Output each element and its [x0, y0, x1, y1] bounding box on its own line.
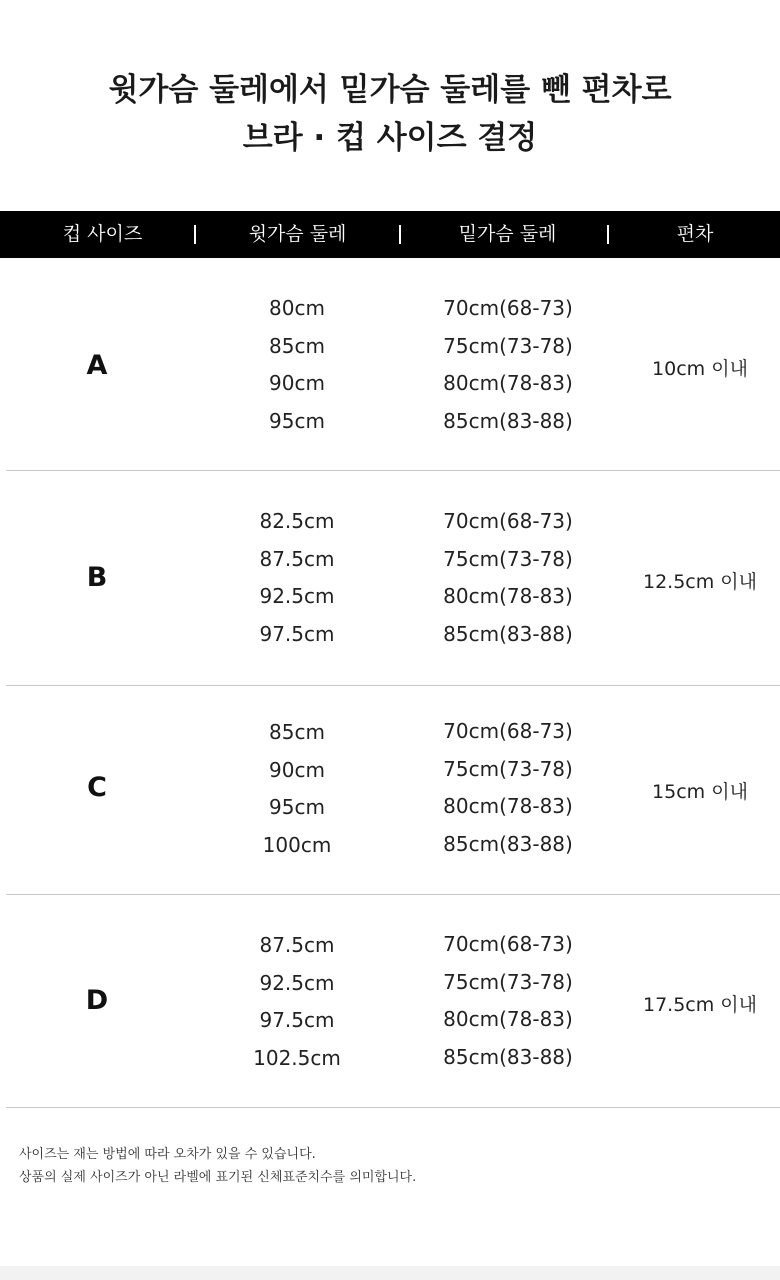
header-difference: 편차: [676, 223, 714, 245]
upper-bust-value: 82.5cm: [259, 509, 335, 533]
under-bust-values: [418, 290, 598, 440]
under-bust-values: [418, 713, 598, 863]
page-title: [0, 66, 780, 162]
upper-bust-values: [222, 503, 372, 653]
under-bust-value: 70cm(68-73): [443, 509, 573, 533]
under-bust-value: 70cm(68-73): [443, 719, 573, 743]
under-bust-value: 70cm(68-73): [443, 296, 573, 320]
under-bust-value: 75cm(73-78): [443, 969, 573, 994]
upper-bust-value: 97.5cm: [259, 621, 335, 646]
under-bust-values: [418, 926, 598, 1076]
under-bust-value: 75cm(73-78): [443, 546, 573, 571]
upper-bust-value: 95cm: [269, 408, 325, 433]
upper-bust-value: 85cm: [269, 720, 325, 744]
title-line-2: 브라 · 컵 사이즈 결정: [242, 120, 538, 156]
header-upper-bust: 윗가슴 둘레: [248, 223, 347, 245]
difference-value: 10cm 이내: [652, 358, 748, 380]
upper-bust-values: [222, 927, 372, 1077]
upper-bust-values: [222, 714, 372, 864]
under-bust-values: [418, 503, 598, 653]
under-bust-value: 70cm(68-73): [443, 932, 573, 956]
row-divider: [6, 685, 780, 686]
upper-bust-value: 80cm: [269, 296, 325, 320]
bottom-band: [0, 1266, 780, 1280]
upper-bust-value: 95cm: [269, 795, 325, 819]
under-bust-value: 80cm(78-83): [443, 794, 573, 818]
header-separator: [399, 225, 401, 244]
difference-value: 15cm 이내: [652, 781, 748, 803]
upper-bust-value: 97.5cm: [259, 1008, 335, 1032]
upper-bust-value: 87.5cm: [259, 933, 335, 957]
under-bust-value: 80cm(78-83): [443, 584, 573, 608]
title-line-1: 윗가슴 둘레에서 밑가슴 둘레를 뺀 편차로: [108, 72, 672, 108]
under-bust-value: 80cm(78-83): [443, 371, 573, 395]
upper-bust-value: 87.5cm: [259, 546, 335, 571]
note-standard-size: 상품의 실제 사이즈가 아닌 라벨에 표기된 신체표준치수를 의미합니다.: [19, 1170, 417, 1185]
cup-size-label: D: [85, 985, 109, 1016]
under-bust-value: 75cm(73-78): [443, 756, 573, 781]
under-bust-value: 85cm(83-88): [443, 1044, 573, 1069]
size-notes: [19, 1143, 416, 1189]
upper-bust-value: 92.5cm: [259, 970, 335, 995]
difference-value: 17.5cm 이내: [642, 994, 757, 1016]
under-bust-value: 85cm(83-88): [443, 831, 573, 856]
under-bust-value: 80cm(78-83): [443, 1007, 573, 1031]
header-separator: [607, 225, 609, 244]
table-header: [0, 211, 780, 258]
under-bust-value: 75cm(73-78): [443, 333, 573, 358]
cup-size-label: B: [86, 562, 108, 593]
under-bust-value: 85cm(83-88): [443, 408, 573, 433]
upper-bust-values: [222, 290, 372, 440]
row-divider: [6, 894, 780, 895]
upper-bust-value: 90cm: [269, 757, 325, 782]
header-under-bust: 밑가슴 둘레: [458, 223, 557, 245]
header-cup-size: 컵 사이즈: [62, 223, 143, 245]
difference-value: 12.5cm 이내: [642, 571, 757, 593]
cup-size-label: A: [86, 350, 108, 381]
under-bust-value: 85cm(83-88): [443, 621, 573, 646]
upper-bust-value: 90cm: [269, 371, 325, 395]
note-measurement-error: 사이즈는 재는 방법에 따라 오차가 있을 수 있습니다.: [19, 1147, 316, 1162]
upper-bust-value: 92.5cm: [259, 584, 335, 608]
upper-bust-value: 102.5cm: [253, 1045, 341, 1070]
upper-bust-value: 85cm: [269, 333, 325, 358]
upper-bust-value: 100cm: [262, 832, 332, 857]
cup-size-label: C: [87, 772, 107, 803]
row-divider: [6, 470, 780, 471]
header-separator: [194, 225, 196, 244]
row-divider: [6, 1107, 780, 1108]
